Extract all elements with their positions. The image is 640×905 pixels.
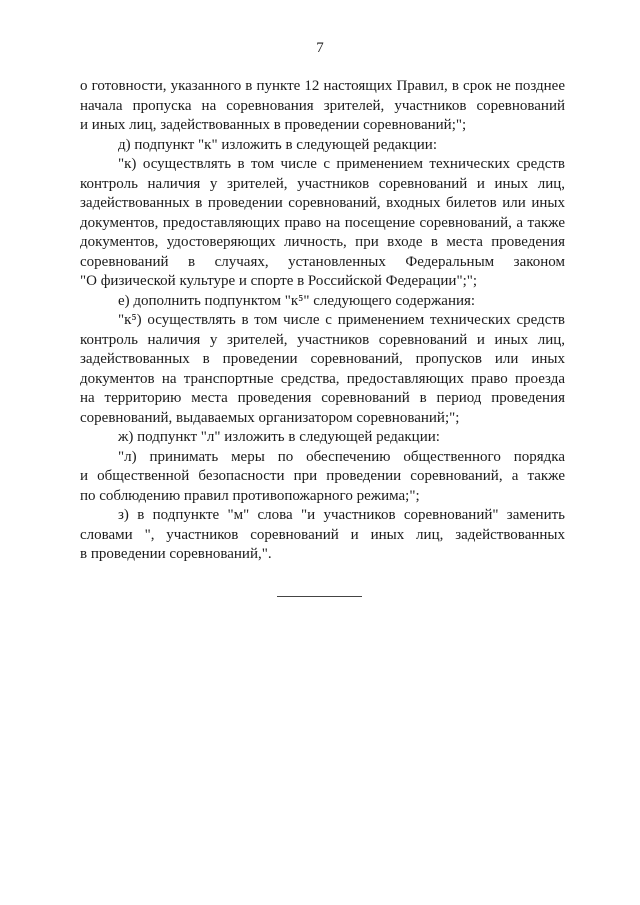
text-line: "к⁵) осуществлять в том числе с применением технических средств xyxy=(118,312,565,328)
text-line: д) подпункт "к" изложить в следующей редакции: xyxy=(118,136,437,153)
text-line: контроль наличия у зрителей, участников соревнований и иных лиц, xyxy=(80,175,565,192)
paragraph xyxy=(80,506,565,565)
text-line: документов, удостоверяющих личность, при входе в места проведения xyxy=(80,234,565,250)
text-line: документов на транспортные средства, предоставляющих право проезда xyxy=(80,370,565,387)
text-line: з) в подпункте "м" слова "и участников соревнований" заменить xyxy=(118,507,565,523)
paragraph xyxy=(80,77,565,136)
text-line: е) дополнить подпунктом "к⁵" следующего содержания: xyxy=(118,292,476,309)
page-number: 7 xyxy=(316,40,324,56)
text-line: задействованных в проведении соревнований, пропусков или иных xyxy=(80,351,565,367)
text-line: "к) осуществлять в том числе с применением технических средств xyxy=(118,156,565,172)
text-line: задействованных в проведении соревнований, входных билетов или иных xyxy=(80,195,565,211)
paragraph xyxy=(80,136,565,156)
end-separator-line xyxy=(277,596,362,597)
paragraph xyxy=(80,311,565,428)
text-line: соревнований, выдаваемых организатором соревнований;"; xyxy=(80,409,460,426)
text-line: "О физической культуре и спорте в Российской Федерации";"; xyxy=(80,273,478,289)
text-line: "л) принимать меры по обеспечению общественного порядка xyxy=(118,448,565,465)
text-line: начала пропуска на соревнования зрителей, участников соревнований xyxy=(80,97,565,114)
text-line: на территорию места проведения соревнований в период проведения xyxy=(80,390,565,406)
text-line: о готовности, указанного в пункте 12 настоящих Правил, в срок не позднее xyxy=(80,78,565,94)
paragraph xyxy=(80,155,565,292)
document-body xyxy=(80,77,565,565)
text-line: в проведении соревнований,". xyxy=(80,546,272,562)
text-line: документов, предоставляющих право на посещение соревнований, а также xyxy=(80,214,565,231)
text-line: ж) подпункт "л" изложить в следующей редакции: xyxy=(118,429,440,445)
text-line: и иных лиц, задействованных в проведении соревнований;"; xyxy=(80,117,467,133)
text-line: по соблюдению правил противопожарного режима;"; xyxy=(80,487,420,504)
text-line: соревнований в случаях, установленных Федеральным законом xyxy=(80,253,565,270)
text-line: контроль наличия у зрителей, участников соревнований и иных лиц, xyxy=(80,331,565,348)
text-line: словами ", участников соревнований и иных лиц, задействованных xyxy=(80,526,565,543)
paragraph xyxy=(80,292,565,312)
paragraph xyxy=(80,448,565,507)
paragraph xyxy=(80,428,565,448)
text-line: и общественной безопасности при проведении соревнований, а также xyxy=(80,468,565,484)
